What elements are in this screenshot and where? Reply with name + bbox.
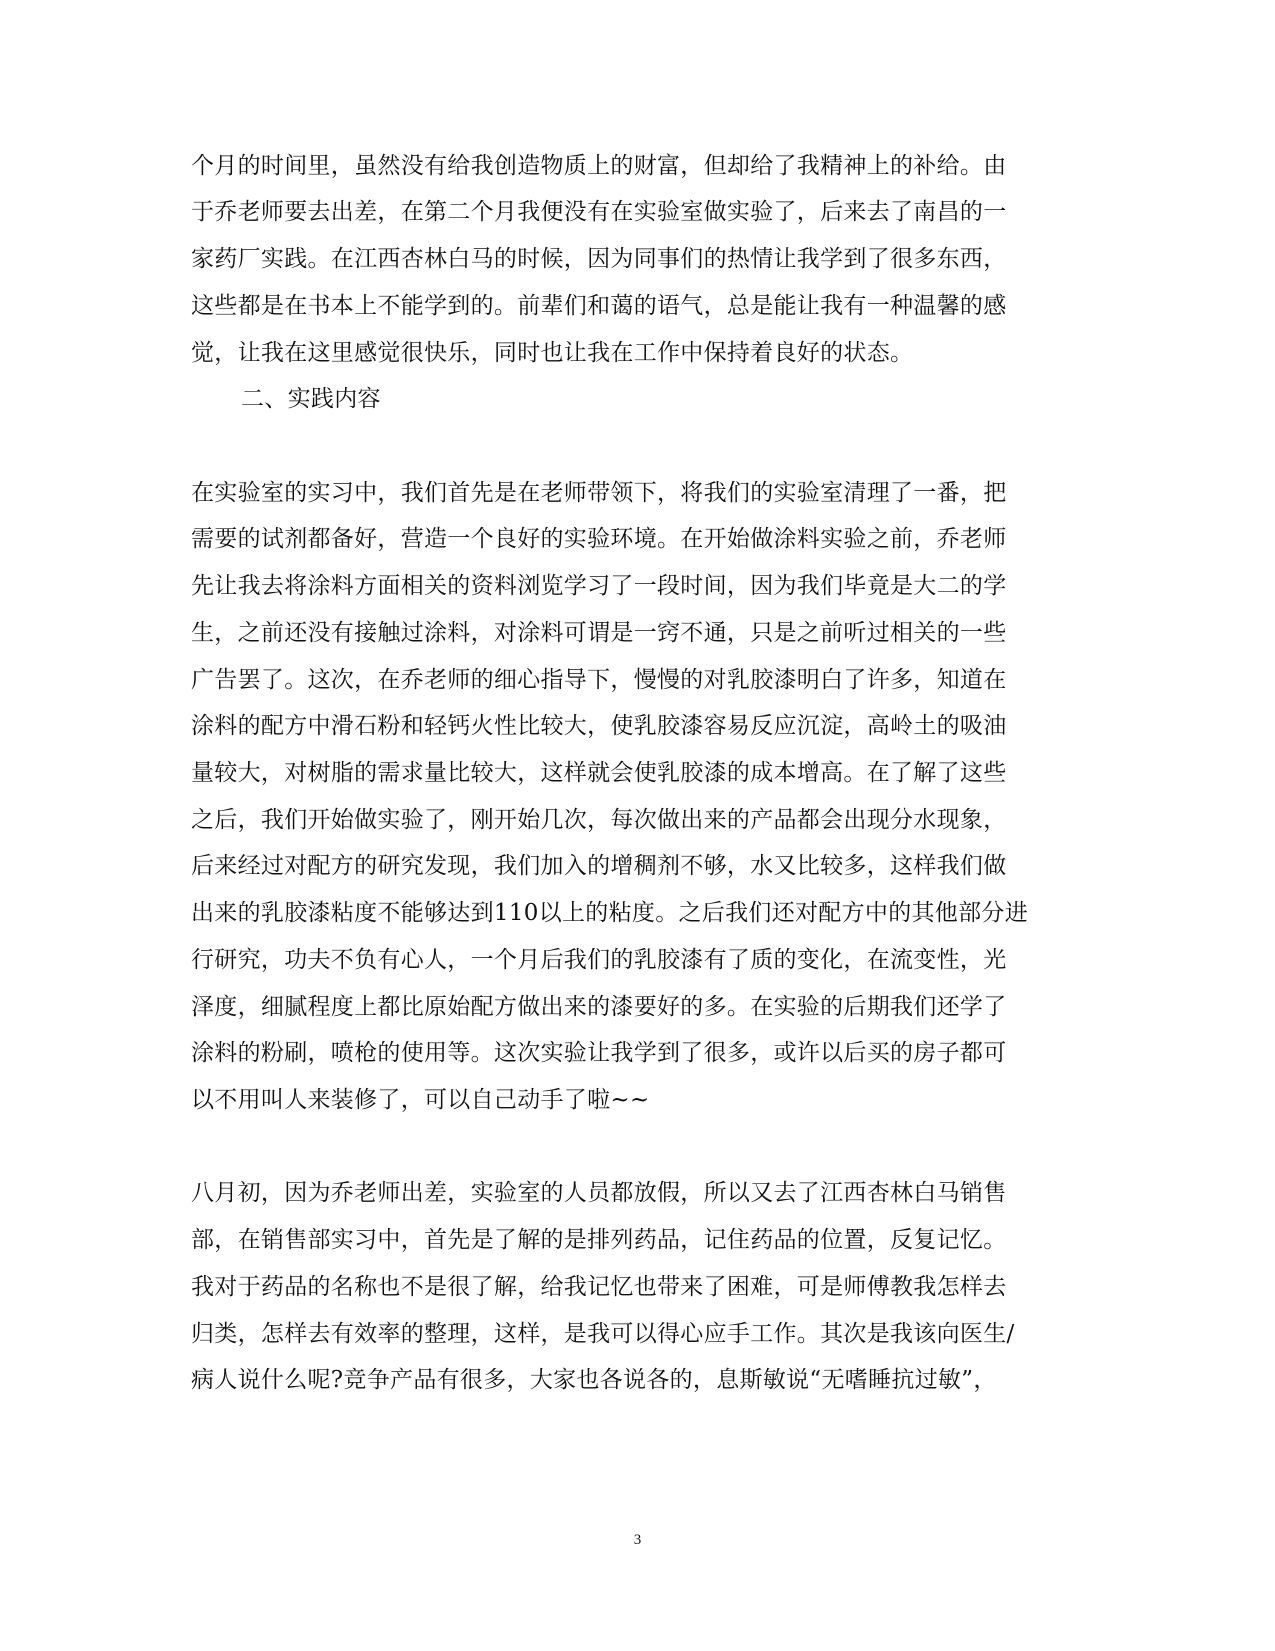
paragraph-1-line-5: 觉，让我在这里感觉很快乐，同时也让我在工作中保持着良好的状态。 xyxy=(191,340,914,366)
paragraph-2-line-3: 先让我去将涂料方面相关的资料浏览学习了一段时间，因为我们毕竟是大二的学 xyxy=(191,573,1007,599)
paragraph-1-line-2: 于乔老师要去出差，在第二个月我便没有在实验室做实验了，后来去了南昌的一 xyxy=(191,199,1007,225)
paragraph-2-line-12: 泽度，细腻程度上都比原始配方做出来的漆要好的多。在实验的后期我们还学了 xyxy=(191,994,1007,1020)
paragraph-2-line-8: 之后，我们开始做实验了，刚开始几次，每次做出来的产品都会出现分水现象， xyxy=(191,807,1007,833)
paragraph-3-line-3: 我对于药品的名称也不是很了解，给我记忆也带来了困难，可是师傅教我怎样去 xyxy=(191,1274,1007,1300)
paragraph-2-line-2: 需要的试剂都备好，营造一个良好的实验环境。在开始做涂料实验之前，乔老师 xyxy=(191,526,1007,552)
paragraph-1-line-4: 这些都是在书本上不能学到的。前辈们和蔼的语气，总是能让我有一种温馨的感 xyxy=(191,293,1007,319)
paragraph-2-line-7: 量较大，对树脂的需求量比较大，这样就会使乳胶漆的成本增高。在了解了这些 xyxy=(191,760,1007,786)
paragraph-3-line-5: 病人说什么呢?竞争产品有很多，大家也各说各的，息斯敏说“无嗜睡抗过敏”， xyxy=(191,1367,997,1393)
section-heading: 二、实践内容 xyxy=(241,386,381,412)
paragraph-1-line-1: 个月的时间里，虽然没有给我创造物质上的财富，但却给了我精神上的补给。由 xyxy=(191,153,1007,179)
paragraph-3-line-4: 归类，怎样去有效率的整理，这样，是我可以得心应手工作。其次是我该向医生/ xyxy=(191,1321,1015,1347)
paragraph-2-line-4: 生，之前还没有接触过涂料，对涂料可谓是一窍不通，只是之前听过相关的一些 xyxy=(191,620,1007,646)
paragraph-3-line-1: 八月初，因为乔老师出差，实验室的人员都放假，所以又去了江西杏林白马销售 xyxy=(191,1180,1007,1206)
paragraph-2-line-11: 行研究，功夫不负有心人，一个月后我们的乳胶漆有了质的变化，在流变性，光 xyxy=(191,947,1007,973)
paragraph-2-line-6: 涂料的配方中滑石粉和轻钙火性比较大，使乳胶漆容易反应沉淀，高岭土的吸油 xyxy=(191,713,1007,739)
page-number: 3 xyxy=(633,1532,642,1548)
paragraph-2-line-10: 出来的乳胶漆粘度不能够达到110以上的粘度。之后我们还对配方中的其他部分进 xyxy=(191,900,1028,926)
paragraph-2-line-13: 涂料的粉刷，喷枪的使用等。这次实验让我学到了很多，或许以后买的房子都可 xyxy=(191,1040,1007,1066)
paragraph-2-line-14: 以不用叫人来装修了，可以自己动手了啦~~ xyxy=(191,1087,650,1113)
paragraph-2-line-5: 广告罢了。这次，在乔老师的细心指导下，慢慢的对乳胶漆明白了许多，知道在 xyxy=(191,667,1007,693)
paragraph-1-line-3: 家药厂实践。在江西杏林白马的时候，因为同事们的热情让我学到了很多东西， xyxy=(191,246,1007,272)
paragraph-2-line-1: 在实验室的实习中，我们首先是在老师带领下，将我们的实验室清理了一番，把 xyxy=(191,480,1007,506)
paragraph-2-line-9: 后来经过对配方的研究发现，我们加入的增稠剂不够，水又比较多，这样我们做 xyxy=(191,853,1007,879)
paragraph-3-line-2: 部，在销售部实习中，首先是了解的是排列药品，记住药品的位置，反复记忆。 xyxy=(191,1227,1007,1253)
